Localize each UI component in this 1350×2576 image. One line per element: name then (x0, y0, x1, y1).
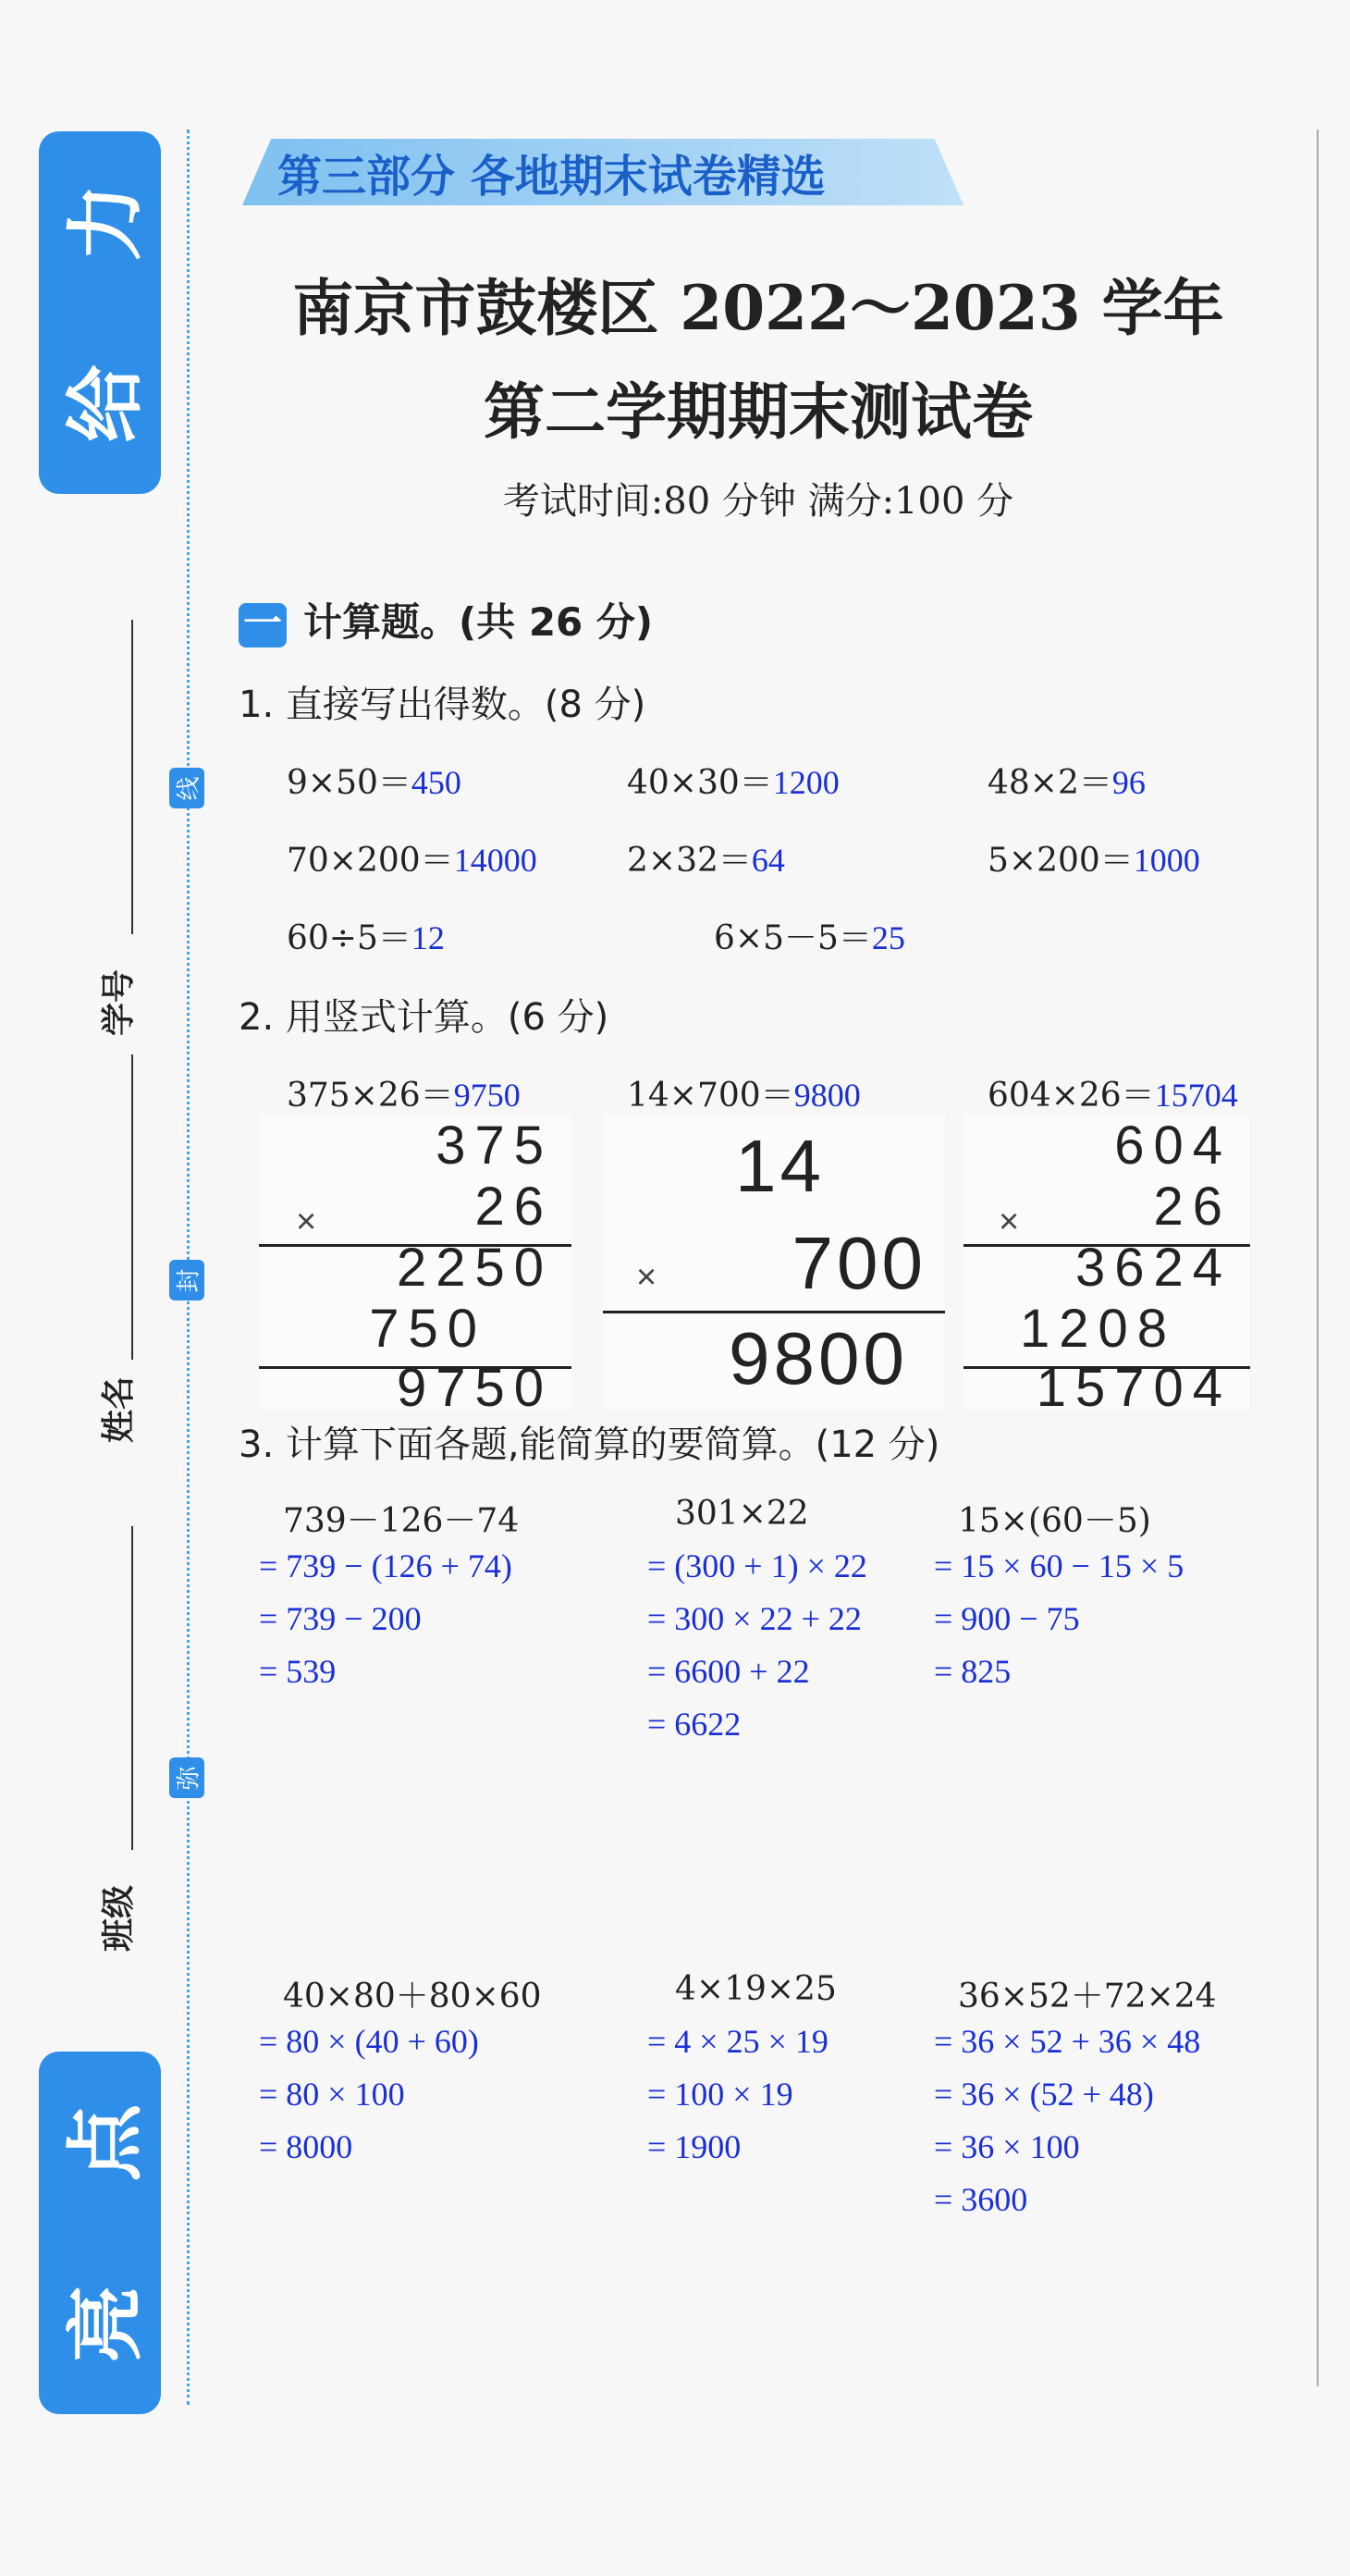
q2-item (988, 1069, 1238, 1116)
exam-info: 考试时间:80 分钟 满分:100 分 (502, 480, 1014, 523)
q3-step: = 4 × 25 × 19 (647, 2023, 828, 2060)
calc-row: 750 (369, 1299, 486, 1359)
calc-row: 1208 (1019, 1299, 1176, 1359)
section-badge: 一 (239, 603, 287, 647)
q3-step: = 6600 + 22 (647, 1653, 810, 1690)
calc-row: 375 (436, 1115, 553, 1176)
q1-answer: 1000 (1133, 842, 1200, 879)
q1-answer: 64 (751, 842, 785, 879)
q3-step: = 36 × 52 + 36 × 48 (934, 2023, 1201, 2060)
q1-item (714, 912, 905, 959)
q3-expr: 40×80＋80×60 (283, 1978, 542, 2015)
q2-answer: 9800 (793, 1077, 861, 1114)
q2-expr: 604×26＝ (988, 1077, 1155, 1115)
side-tab-bottom-char: 点 (60, 2102, 152, 2182)
q1-expr: 6×5－5＝ (714, 919, 872, 957)
q1-answer: 96 (1111, 764, 1146, 801)
page-right-border (1317, 129, 1319, 2386)
calc-row: 2250 (396, 1238, 553, 1298)
calc-row: 3624 (1074, 1238, 1232, 1298)
calc-row: 26 (474, 1177, 553, 1237)
q1-answer: 12 (411, 919, 445, 956)
q1-item (287, 834, 537, 881)
times-sign: × (999, 1202, 1020, 1241)
side-tab-bottom-char: 亮 (60, 2284, 152, 2363)
side-tab-top-char: 力 (60, 182, 152, 262)
vertical-calc-3 (963, 1115, 1250, 1418)
seal-mark: 弥 (169, 1757, 204, 1798)
calc-row: 604 (1114, 1115, 1232, 1176)
q1-expr: 5×200＝ (988, 842, 1134, 880)
q3-step: = (300 + 1) × 22 (647, 1547, 867, 1584)
question-3-label: 3. 计算下面各题,能简算的要简算。(12 分) (239, 1424, 940, 1466)
calc-row: 9750 (396, 1358, 553, 1418)
calc-row: 15704 (1036, 1358, 1232, 1418)
section-banner-text: 第三部分 各地期末试卷精选 (277, 151, 826, 203)
q1-expr: 60÷5＝ (287, 919, 411, 957)
field-label-student-id: 学号 (100, 968, 138, 1036)
q3-step: = 6622 (647, 1706, 742, 1743)
q1-item (988, 834, 1200, 881)
q1-item (287, 757, 461, 804)
field-rule (131, 1526, 133, 1850)
q3-step: = 900 − 75 (934, 1600, 1080, 1637)
field-rule (131, 620, 133, 934)
field-label-name: 姓名 (100, 1375, 138, 1443)
page-title: 南京市鼓楼区 2022～2023 学年 (292, 272, 1224, 344)
q3-step: = 3600 (934, 2181, 1028, 2218)
calc-row: 9800 (729, 1317, 908, 1399)
times-sign: × (296, 1202, 317, 1241)
seal-mark: 封 (169, 1260, 204, 1300)
page-title-line2: 第二学期期末测试卷 (484, 376, 1033, 448)
q3-step: = 300 × 22 + 22 (647, 1600, 862, 1637)
vertical-calc-1 (259, 1115, 571, 1418)
q1-expr: 48×2＝ (988, 764, 1112, 802)
field-label-class: 班级 (100, 1884, 138, 1952)
q2-item (627, 1069, 861, 1116)
q1-item (627, 834, 785, 881)
q2-expr: 375×26＝ (287, 1077, 454, 1115)
q1-answer: 1200 (772, 764, 840, 801)
question-2-label: 2. 用竖式计算。(6 分) (239, 996, 609, 1039)
side-tab-top-char: 给 (60, 364, 152, 443)
seal-mark: 线 (169, 768, 204, 808)
q1-item (988, 757, 1146, 804)
q3-expr: 36×52＋72×24 (958, 1978, 1217, 2015)
q3-expr: 4×19×25 (675, 1970, 837, 2008)
side-tab-bottom (39, 2052, 161, 2414)
calc-row: 26 (1153, 1177, 1232, 1237)
q1-expr: 40×30＝ (627, 764, 773, 802)
q3-step: = 80 × 100 (259, 2076, 405, 2113)
q2-item (287, 1069, 521, 1116)
q3-step: = 80 × (40 + 60) (259, 2023, 479, 2060)
field-rule (131, 1054, 133, 1360)
q3-step: = 36 × 100 (934, 2128, 1080, 2165)
q3-step: = 539 (259, 1653, 337, 1690)
q3-step: = 1900 (647, 2128, 742, 2165)
vertical-calc-2 (603, 1115, 945, 1411)
q1-expr: 9×50＝ (287, 764, 411, 802)
q3-step: = 739 − (126 + 74) (259, 1547, 512, 1584)
calc-row: 700 (792, 1222, 927, 1304)
q1-item (287, 912, 445, 959)
q1-answer: 25 (871, 919, 905, 956)
q3-step: = 15 × 60 − 15 × 5 (934, 1547, 1184, 1584)
q1-answer: 450 (411, 764, 461, 801)
question-1-label: 1. 直接写出得数。(8 分) (239, 684, 646, 726)
q3-step: = 36 × (52 + 48) (934, 2076, 1154, 2113)
q3-step: = 8000 (259, 2128, 353, 2165)
q1-answer: 14000 (453, 842, 537, 879)
calc-rule (603, 1311, 945, 1313)
q3-step: = 100 × 19 (647, 2076, 793, 2113)
q3-expr: 301×22 (675, 1495, 809, 1533)
section-heading (239, 592, 653, 647)
q1-item (627, 757, 840, 804)
q1-expr: 2×32＝ (627, 842, 752, 880)
q2-answer: 15704 (1154, 1077, 1238, 1114)
calc-row: 14 (735, 1125, 825, 1207)
q3-step: = 739 − 200 (259, 1600, 422, 1637)
q2-answer: 9750 (453, 1077, 521, 1114)
q1-expr: 70×200＝ (287, 842, 454, 880)
q3-expr: 739－126－74 (283, 1502, 520, 1540)
q2-expr: 14×700＝ (627, 1077, 794, 1115)
section-label: 计算题。(共 26 分) (303, 599, 654, 645)
times-sign: × (636, 1258, 657, 1297)
q3-expr: 15×(60－5) (958, 1502, 1151, 1540)
q3-step: = 825 (934, 1653, 1012, 1690)
